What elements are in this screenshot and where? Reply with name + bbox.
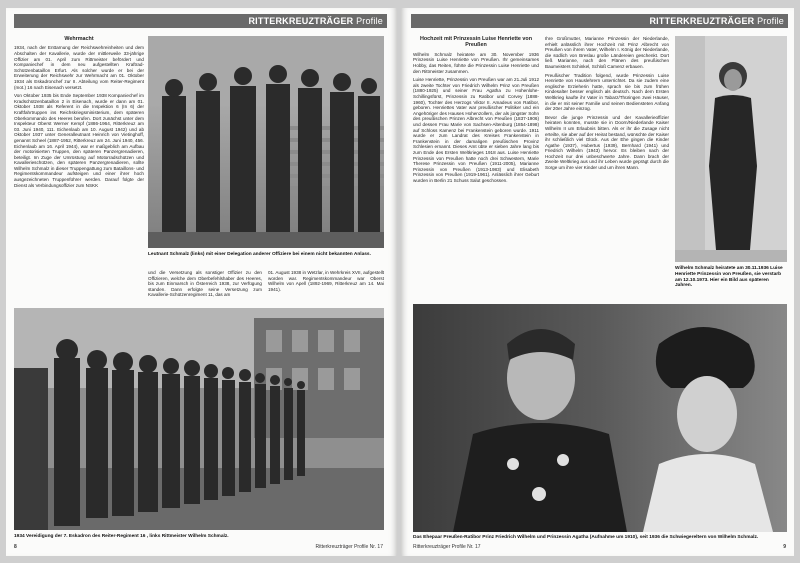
section-title: Wehrmacht <box>64 36 94 42</box>
right-page <box>401 8 794 556</box>
banner-title: RITTERKREUZTRÄGER Profile <box>248 16 383 26</box>
right-text-column-1 <box>413 36 539 298</box>
paragraph: Ihre Großmutter, Marianne Prinzessin der Niederlande, erhielt anlässlich ihrer Hochzeit mit Prinz Albrecht von Preußen von ihrem Vater, Wilhelm I. König der Niederlande, die südlich von Breslau große Ländereien geschenkt. Dort ließ Marianne, nach den Plänen des preußischen Baumeisters Schinkel, Schloß Camenz erbauen. <box>545 36 669 69</box>
paragraph: Bevor die junge Prinzessin und der Kavallerieoffizier heiraten konnten, musste sie in Doorn/Niederlande Kaiser Wilhelm II um Erlaubnis bitten. Als er ihr die Zusage nicht erteilte, sie aber auf der Heirat bestand, wünschte der Kaiser ihr schließlich viel Glück. Aus der Ehe gingen die Kinder Agathe (1937), Hubertus (1939), Bernhard (1941) und Friedrich Wilhelm (1943) hervor. Es bleiben nach der Hochzeit nur drei unbeschwerte Jahre. Dann brach der Zweite Weltkrieg aus und ihr Leben wurde geprägt durch die Sorge um ihre vier Kinder und um ihren Mann. <box>545 114 669 171</box>
photo-caption: 1934 Vereidigung der 7. Eskadron des Reiter-Regiment 16 , links Rittmeister Wilhelm Schmalz. <box>14 534 229 539</box>
photo-caption: Das Ehepaar Preußen-Ratibor Prinz Friedrich Wilhelm und Prinzessin Agatha (Aufnahme um 1910), seit 1936 die Schwiegereltern von Wilhelm Schmalz. <box>413 535 759 540</box>
paragraph: 1934, nach der Enttarnung der Reichswehreinheiten und dem Abschalten der Kavallerie, wurde der mittlerweile 33-jährige Offizier am 01. April zum Rittmeister befördert und Kompaniechef in dem neu aufgestellten Kraftrad-Schützenbataillon Erfurt. Als solcher wurde er bei der Erweiterung der Reichswehr zur Wehrmacht am 01. Oktober 1934 als Eskadronchef zur II. Abteilung vom Reiter-Regiment (mot.) 16 nach Eisenach versetzt. <box>14 45 144 90</box>
page-number: 9 <box>783 544 786 550</box>
header-banner <box>411 14 788 28</box>
photo-caption: Wilhelm Schmalz heiratete am 30.11.1936 Luise Henriette Prinzessin von Preußen, sie verstarb am 12.10.1973. Hier ein Bild aus späteren Jahren. <box>675 266 783 289</box>
section-title: Hochzeit mit Prinzessin Luise Henriette von Preußen <box>419 36 533 49</box>
photo-caption: Leutnant Schmalz (links) mit einer Delegation anderer Offiziere bei einem nicht bekannten Anlass. <box>148 252 371 257</box>
left-text-column-3 <box>268 270 384 310</box>
banner-title: RITTERKREUZTRÄGER Profile <box>649 16 784 26</box>
publication-title: Ritterkreuzträger Profile Nr. 17 <box>315 544 383 550</box>
header-banner <box>14 14 387 28</box>
left-page <box>6 8 397 556</box>
publication-title: Ritterkreuzträger Profile Nr. 17 <box>413 544 481 550</box>
paragraph: Von Oktober 1935 bis Ende September 1938 Kompaniechef im Kradschützenbataillon 2 in Eisenach, wurde er dann am 01. Oktober 1938 als Referent in die Inspektion 6 (In 6) der Kraftfahrtruppen ins Reichskriegsministerium, dem späteren Oberkommando des Heeres berufen. Dort zunächst unter dem Inspekteur Oberst Werner Kempf (1886-1964, Ritterkreuz am 03. Juni 1940, 111. Eichenlaub am 10. August 1942) und ab Oktober 1937 unter Generalleutnant Heinrich von Vietinghoff, genannt Scheel (1887-1952, Ritterkreuz am 24. Juni 1940, 456. Eichenlaub am 16. April 1944), war er maßgeblich am Aufbau der motorisierten Truppen, den späteren Panzergrenadieren, beteiligt. Im Zuge der Umrüstung auf Motorradschützen und Kavallerieschützen, den späteren Panzergrenadieren, sollte Wilhelm Schmalz in dieser Truppengattung zum Bataillons- und Regimentskommandeur aufsteigen und einer ihrer hoch ausgezeichneten Truppenführer werden. Darauf folgte der Dienst als Verbindungsoffizier zum NSKK <box>14 93 144 188</box>
paragraph: 01. August 1938 in Wetzlar, in Wehrkreis XVII, aufgestellt worden war. Regimentskommandeur war Oberst Wilhelm von Apell (1892-1969, Ritterkreuz am 14. Mai 1941). <box>268 270 384 292</box>
left-text-column-2 <box>148 270 262 310</box>
paragraph: Preußischer Tradition folgend, wurde Prinzessin Luise Henriette von Hauslehrern unterrichtet. Da sie zudem eine englische Erzieherin hatte, sprach sie bis zum frühen Kindesalter besser englisch als deutsch. Nach dem Ersten Weltkrieg kaufte ihr Vater in Tabarz/Thüringen zwei Häuser, in die er mit seiner Familie und seinen Bediensteten Anfang der 20er Jahre einzog. <box>545 72 669 112</box>
right-text-column-2 <box>545 36 669 298</box>
photo-soldiers-oath <box>14 308 384 530</box>
paragraph: und die Versetzung als sonstiger Offizier zu den Offizieren, welche dem Oberbefehlshaber des Heeres, bis zum Einmarsch in Österreich 1938, zur Verfügung standen. Dann erfolgte seine Versetzung zum Kavallerie-Schützenregiment 11, das am <box>148 270 262 298</box>
paragraph: Wilhelm Schmalz heiratete am 30. November 1936 Prinzessin Luise Henriette von Preußen. Ihr gemeinsames Hobby, das Reiten, führte die Prinzessin Luise Henriette und den Rittmeister zusammen. <box>413 51 539 74</box>
paragraph: Luise Henriette, Prinzessin von Preußen war am 21.Juli 1912 als zweite Tochter von Friedrich Wilhelm Prinz von Preußen (1880-1925) und seiner Frau Agatha zu Hohenlohe-Schillingsfürst, Prinzessin zu Ratibor und Corvey (1888-1960), Tochter des Herzogs Viktor II. Amadeus von Ratibor, geboren. Henriettes Vater war preußischer Politiker und ein Angehöriger des Hauses Hohenzollern, der als jüngster Sohn des preußischen Prinzen Albrecht von Preußen (1837-1906) und dessen Frau Marie von Sachsen-Altenburg (1854-1898) auf Schloss Kamenz bei Frankenstein geboren wurde. 1911 wurde er zum Landrat des Kreises Frankenstein in Frankenstein in der damaligen preußischen Provinz Schlesien ernannt. Dieses Amt übte er sieben Jahre lang bis zum Ende des Ersten Weltkrieges 1918 aus. Luise Henriette Prinzessin von Preußen hatte noch drei Schwestern, Marie Therese Prinzessin von Preußen (1911-2005), Marianne Prinzessin von Preußen (1913-1983) und Elisabeth Prinzessin von Preußen (1919-1961). Anlässlich ihrer Geburt wurden in Berlin 21 Schuss Salut geschossen. <box>413 77 539 183</box>
page-number: 8 <box>14 544 17 550</box>
photo-portrait-luise-henriette <box>675 36 787 262</box>
photo-couple-preussen-ratibor <box>413 304 787 532</box>
photo-officers-delegation <box>148 36 384 248</box>
